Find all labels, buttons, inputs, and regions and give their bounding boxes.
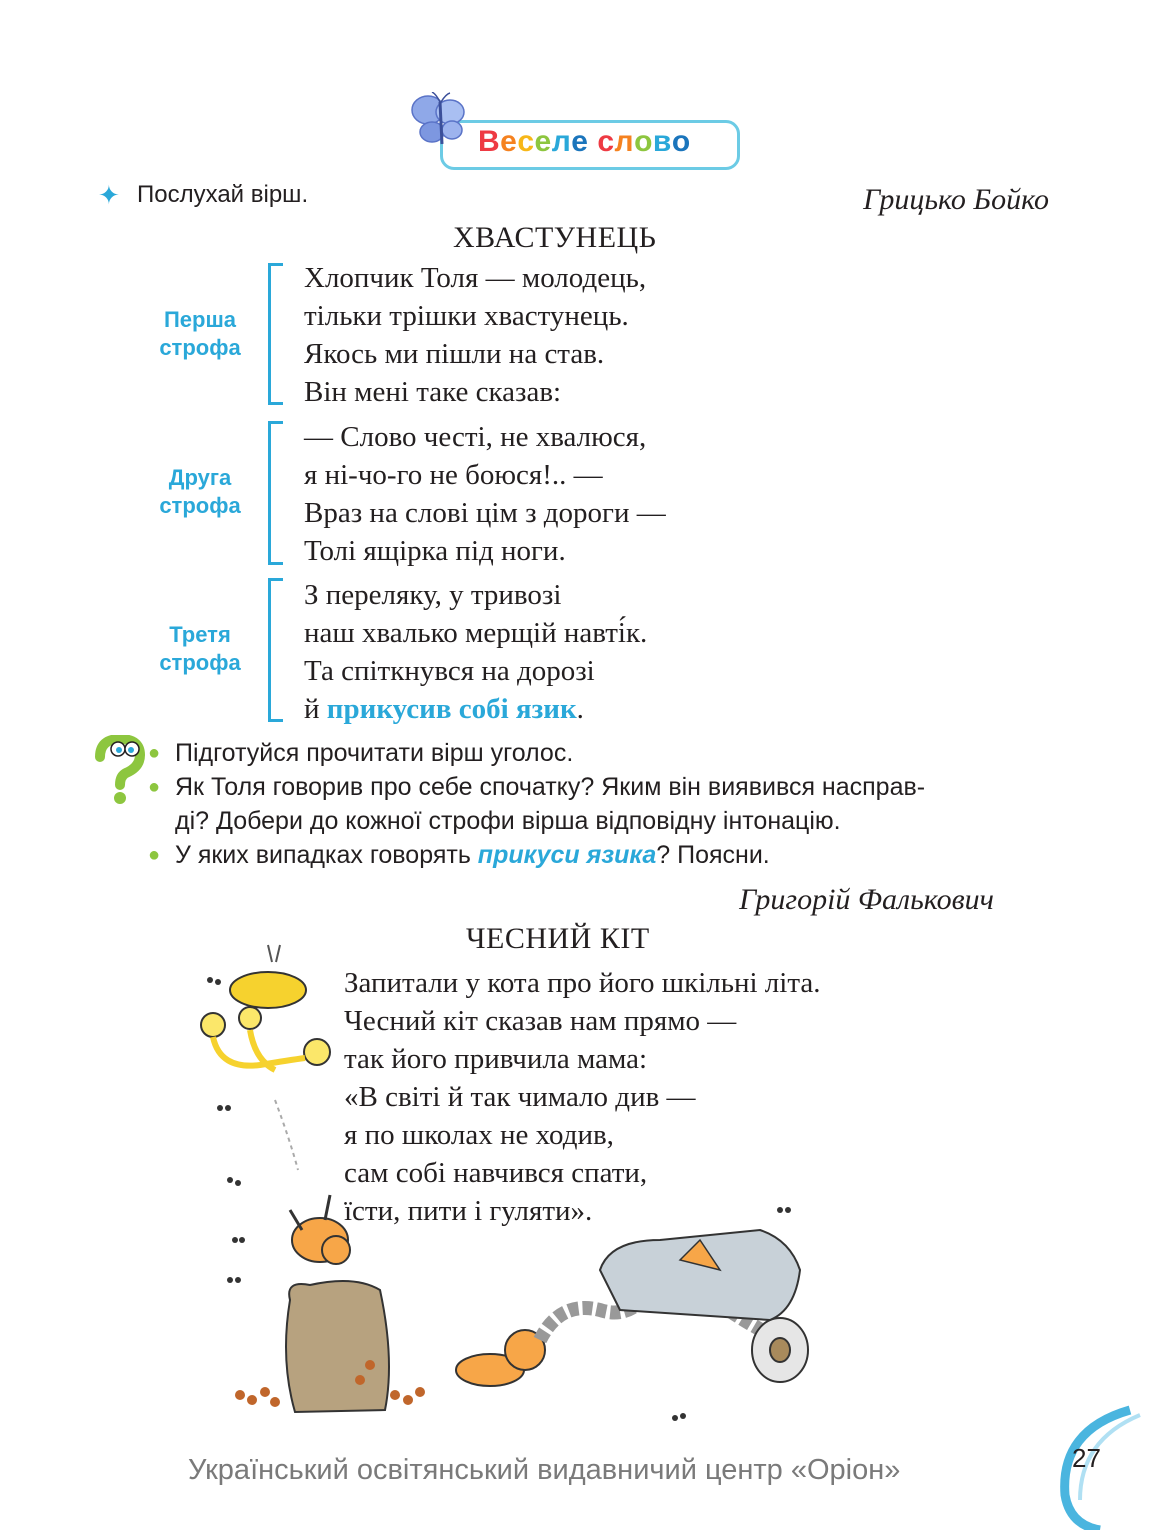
highlighted-phrase: прикусив собі язик [326,693,577,725]
butterfly-icon [410,92,472,152]
verse-line-prefix: й [304,693,327,725]
badge-letter: с [517,125,535,158]
question-3 [175,838,770,872]
badge-letter: с [597,125,615,158]
poem2-title: ЧЕСНИЙ КІТ [466,922,650,955]
question-3-prefix: У яких випадках говорять [175,841,478,869]
verse-line: Хлопчик Толя — молодець, [304,262,647,294]
badge-letter: о [634,125,653,158]
question-2 [175,770,925,838]
verse-line: так його привчила мама: [344,1043,648,1075]
stanza-label-third [140,621,260,677]
stanza-label-line: Друга [168,465,232,490]
stanza-first [304,259,646,411]
badge-letter: В [478,125,501,158]
question-2-line: ді? Добери до кожної строфи вірша відповідну інтонацію. [175,807,841,835]
stanza-label-line: строфа [159,650,241,675]
page-corner-decoration [1040,1405,1162,1530]
star-icon: ✦ [98,180,120,210]
badge-letter: о [671,125,691,158]
bullet-icon: ● [148,742,161,764]
badge-letter: е [534,125,552,158]
question-2-line: Як Толя говорив про себе спочатку? Яким він виявився насправ- [175,773,926,801]
verse-line: Та спіткнувся на дорозі [304,655,595,687]
verse-line: З переляку, у тривозі [304,579,562,611]
stanza-bracket [268,263,283,405]
page-number: 27 [1072,1443,1101,1473]
section-title [478,120,691,164]
verse-line: — Слово честі, не хвалюся, [304,421,647,453]
question-3-suffix: ? Поясни. [656,841,770,869]
verse-line: Чесний кіт сказав нам прямо — [344,1005,737,1037]
verse-line: я ні-чо-го не боюся!.. — [304,459,603,491]
publisher-footer: Український освітянський видавничий центр «Оріон» [188,1454,901,1486]
bullet-icon: ● [148,844,161,866]
stanza-label-line: Третя [169,622,231,647]
stanza-bracket [268,421,283,565]
verse-line: наш хвалько мерщій навті́к. [304,617,648,649]
verse-line: Враз на слові цім з дороги — [304,497,666,529]
stanza-label-line: строфа [159,335,241,360]
poem2-text [344,964,820,1230]
verse-line: «В світі й так чимало див — [344,1081,696,1113]
poem2-author: Григорій Фалькович [739,883,994,916]
verse-line-suffix: . [576,693,584,725]
highlighted-phrase: прикуси язика [477,841,657,869]
badge-letter: л [551,125,572,158]
stanza-bracket [268,578,283,722]
stanza-third [304,576,647,728]
question-mark-icon [90,735,152,805]
badge-letter: е [571,125,589,158]
verse-line: їсти, пити і гуляти». [344,1195,593,1227]
poem1-author: Грицько Бойко [863,183,1049,216]
badge-letter: е [500,125,518,158]
stanza-label-line: Перша [163,307,237,332]
stanza-label-second [140,464,260,520]
poem1-title: ХВАСТУНЕЦЬ [453,221,657,254]
verse-line: я по школах не ходив, [344,1119,614,1151]
instruction-text: Послухай вірш. [137,181,309,208]
badge-letter [588,120,597,164]
verse-line: сам собі навчився спати, [344,1157,648,1189]
verse-line: Толі ящірка під ноги. [304,535,566,567]
stanza-label-first [140,306,260,362]
verse-line: Запитали у кота про його шкільні літа. [344,967,821,999]
stanza-second [304,418,666,570]
bullet-icon: ● [148,776,161,798]
stanza-label-line: строфа [159,493,241,518]
verse-line [304,690,647,728]
badge-letter: л [614,125,635,158]
question-1: Підготуйся прочитати вірш уголос. [175,739,574,767]
verse-line: Якось ми пішли на став. [304,338,605,370]
badge-letter: в [652,125,672,158]
verse-line: тільки трішки хвастунець. [304,300,629,332]
verse-line: Він мені таке сказав: [304,376,562,408]
